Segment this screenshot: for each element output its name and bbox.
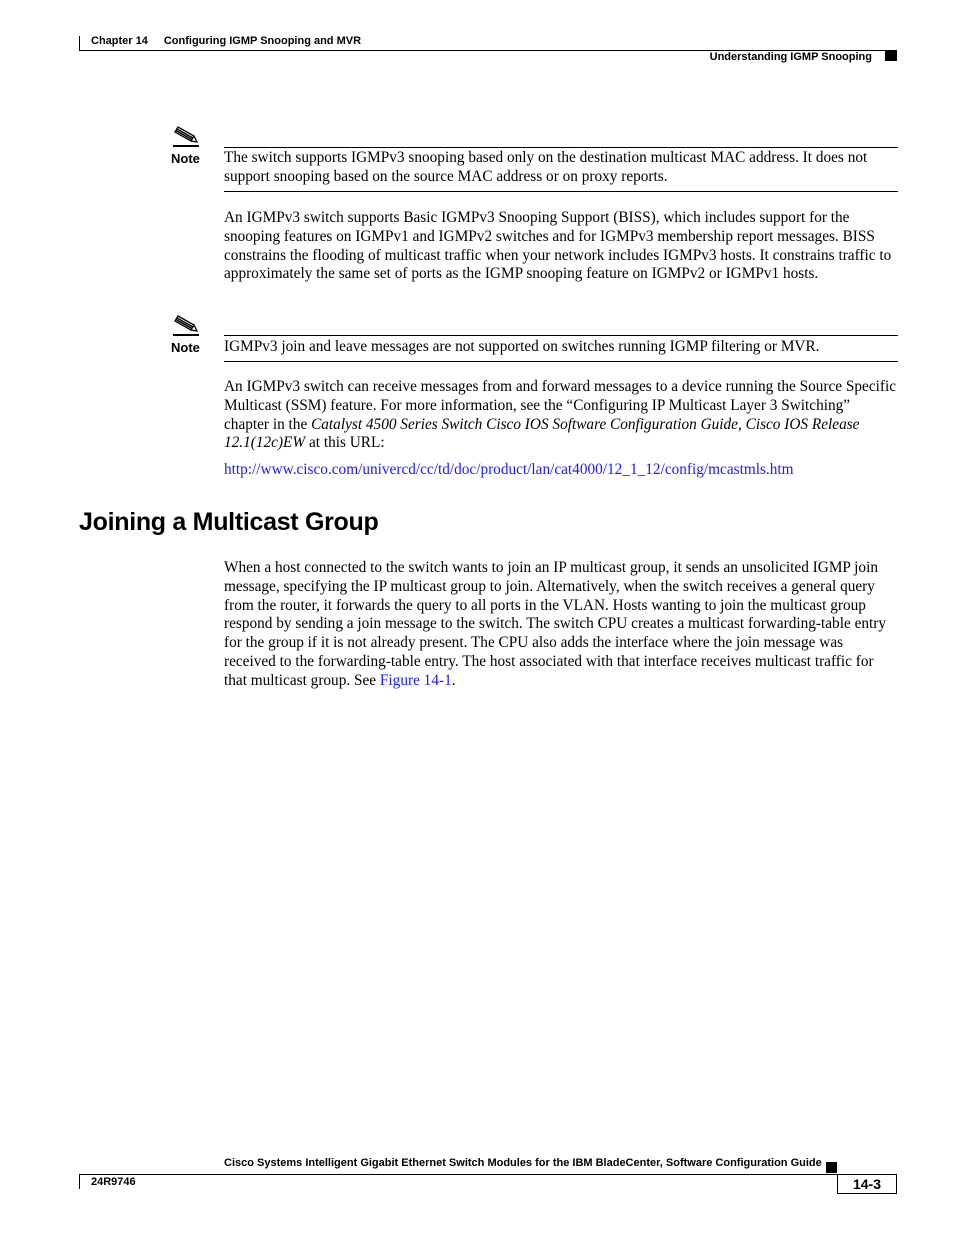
footer-rule (79, 1174, 897, 1175)
note-bottom-rule (224, 191, 898, 192)
note-top-rule (224, 147, 898, 148)
note-text: The switch supports IGMPv3 snooping based only on the destination multicast MAC address. It does not support snooping based on the source MAC address or on proxy reports. (224, 149, 868, 185)
note-label: Note (171, 151, 200, 166)
figure-14-1-link[interactable]: Figure 14-1 (379, 671, 452, 689)
chapter-label: Chapter 14 (91, 35, 148, 47)
joining-text: When a host connected to the switch wants to join an IP multicast group, it sends an unsolicited IGMP join message, specifying the IP multicast group to join. Alternatively, when the switch receives a general query from the router, it forwards the query to all ports in the VLAN. Hosts wanting to join the multicast group respond by sending a join message to the switch. The switch CPU creates a multicast forwarding-table entry for the group if it is not already present. The CPU also adds the interface where the join message was received to the forwarding-table entry. The host associated with that interface receives multicast traffic for that multicast group. See (224, 559, 886, 689)
note-top-rule (224, 335, 898, 336)
url-line (224, 461, 898, 480)
pencil-note-icon (172, 124, 200, 150)
running-header-section: Understanding IGMP Snooping (709, 51, 872, 63)
footer-doc-number: 24R9746 (91, 1176, 136, 1188)
joining-text-end: . (451, 671, 456, 689)
note-label: Note (171, 340, 200, 355)
joining-paragraph (224, 559, 898, 691)
page-number: 14-3 (837, 1174, 897, 1194)
ssm-text: An IGMPv3 switch can receive messages from and forward messages to a device running the Source Specific Multicast (SSM) feature. For more information, see the “Configuring IP Multicast Layer 3 Switching” chapter in the (224, 378, 897, 433)
section-heading: Joining a Multicast Group (79, 508, 379, 536)
header-marker-block (885, 51, 897, 61)
note-bottom-rule (224, 361, 898, 362)
pencil-note-icon (172, 313, 200, 339)
footer-guide-title: Cisco Systems Intelligent Gigabit Ethernet Switch Modules for the IBM BladeCenter, Software Configuration Guide (224, 1157, 822, 1169)
ssm-text-end: at this URL: (305, 434, 385, 452)
footer-left-rule (79, 1174, 80, 1189)
ssm-paragraph (224, 378, 898, 453)
biss-paragraph: An IGMPv3 switch supports Basic IGMPv3 Snooping Support (BISS), which includes support for the snooping features on IGMPv1 and IGMPv2 switches and for IGMPv3 membership report messages. BISS constrains the flooding of multicast traffic when your network includes IGMPv3 hosts. It constrains traffic to approximately the same set of ports as the IGMP snooping feature on IGMPv2 or IGMPv1 hosts. (224, 209, 892, 283)
note-text: IGMPv3 join and leave messages are not supported on switches running IGMP filtering or MVR. (224, 338, 820, 355)
chapter-title: Configuring IGMP Snooping and MVR (163, 35, 362, 47)
running-header-chapter (91, 35, 361, 47)
header-left-rule (79, 36, 80, 51)
guide-title-italic: Catalyst 4500 Series Switch Cisco IOS Software Configuration Guide, Cisco IOS Release 12.1(12c)EW (224, 415, 860, 452)
cisco-doc-url-link[interactable]: http://www.cisco.com/univercd/cc/td/doc/product/lan/cat4000/12_1_12/config/mcastmls.htm (224, 461, 794, 478)
footer-marker-block (826, 1162, 837, 1173)
